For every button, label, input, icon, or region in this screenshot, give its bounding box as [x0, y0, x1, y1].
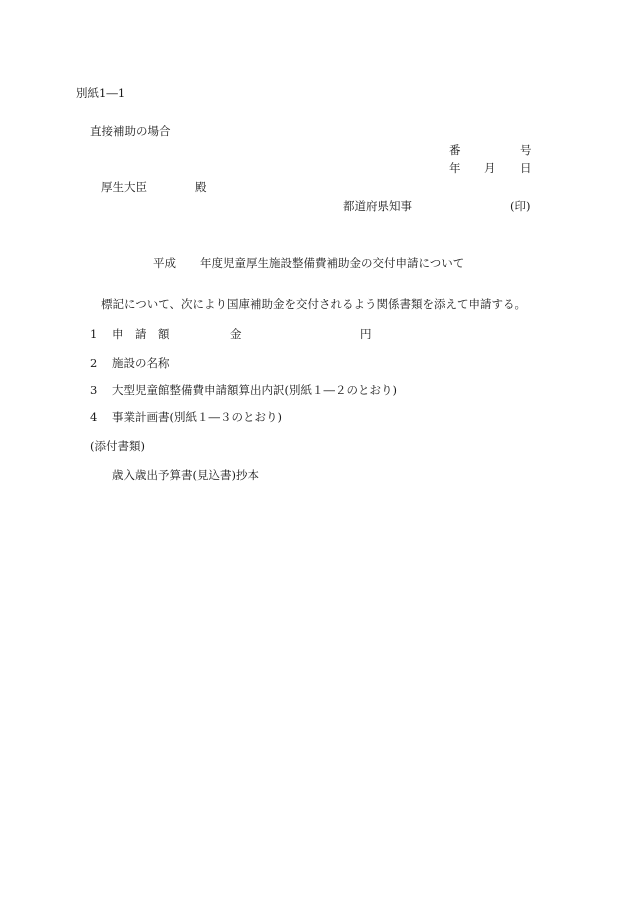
date-year: 年 [449, 161, 461, 175]
item-number: 1 [90, 327, 98, 341]
item-number: 4 [90, 410, 98, 424]
number-go: 号 [520, 143, 532, 157]
date-day: 日 [520, 161, 532, 175]
case-heading: 直接補助の場合 [90, 124, 171, 138]
item-number: 3 [90, 383, 98, 397]
amount-yen: 円 [360, 327, 372, 341]
subject-era: 平成 [153, 256, 176, 270]
item-label: 事業計画書(別紙１―３のとおり) [112, 410, 282, 424]
seal-mark: (印) [510, 199, 531, 213]
date-month: 月 [484, 161, 496, 175]
attachments-heading: (添付書類) [90, 439, 145, 453]
addressee-title: 厚生大臣 [101, 180, 147, 194]
item-number: 2 [90, 356, 98, 370]
item-label: 大型児童館整備費申請額算出内訳(別紙１―２のとおり) [112, 383, 397, 397]
amount-kin: 金 [230, 327, 242, 341]
number-ban: 番 [449, 143, 461, 157]
body-text: 標記について、次により国庫補助金を交付されるよう関係書類を添えて申請する。 [101, 297, 527, 311]
subject-title: 年度児童厚生施設整備費補助金の交付申請について [200, 256, 465, 270]
addressee-honorific: 殿 [195, 180, 207, 194]
attachment-item: 歳入歳出予算書(見込書)抄本 [112, 468, 259, 482]
sender-title: 都道府県知事 [343, 199, 412, 213]
item-label: 施設の名称 [112, 356, 170, 370]
attachment-label: 別紙1―1 [76, 86, 126, 100]
item-label: 申 請 額 [112, 327, 170, 341]
